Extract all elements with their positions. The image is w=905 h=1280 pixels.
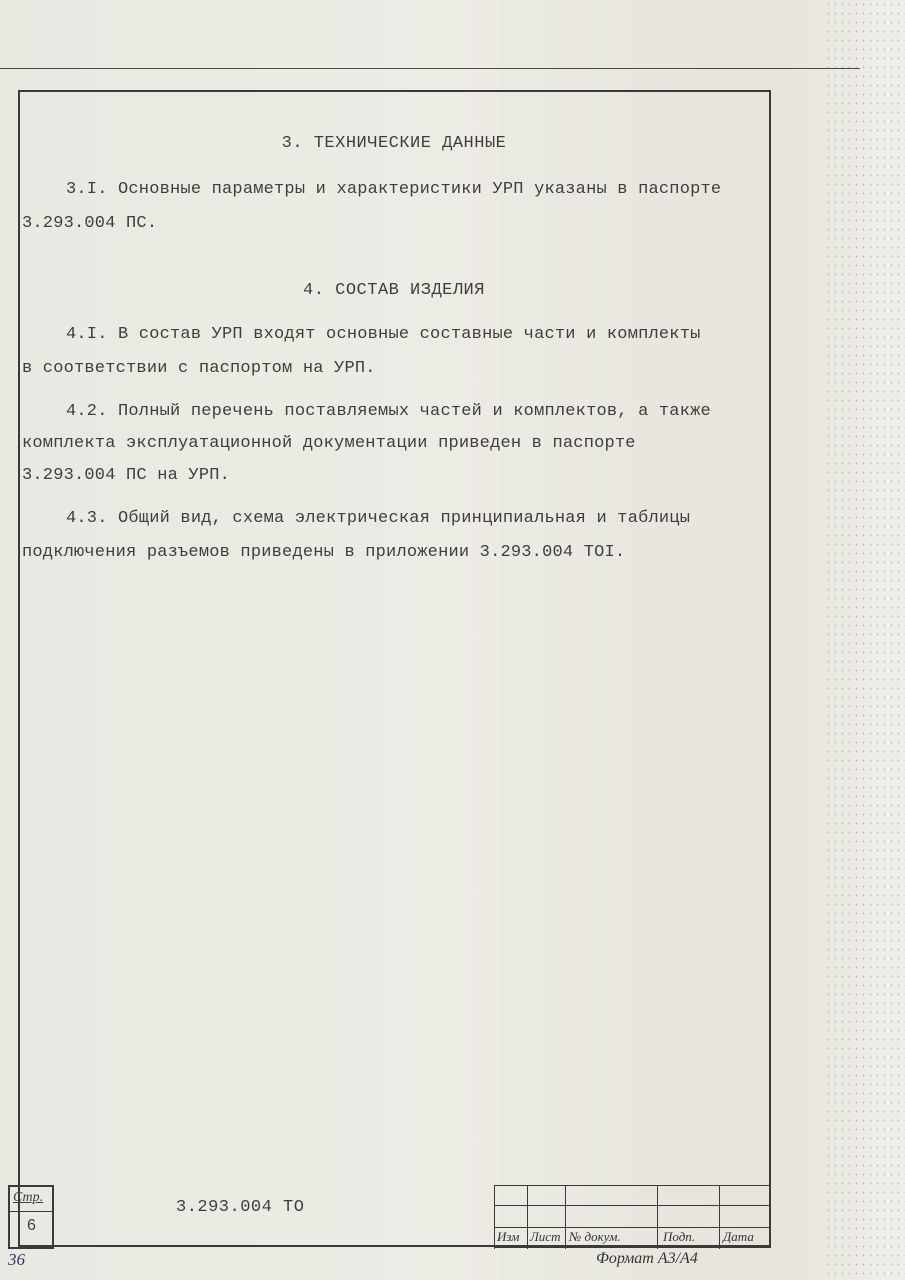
col-date: Дата xyxy=(723,1229,754,1244)
format-label: Формат А3/А4 xyxy=(596,1250,698,1267)
col-doc-number: № докум. xyxy=(569,1229,621,1244)
revision-grid xyxy=(494,1185,771,1249)
page-number-box xyxy=(8,1185,54,1249)
document-body xyxy=(22,128,744,570)
scan-noise-edge xyxy=(825,0,905,1280)
col-change: Изм xyxy=(497,1229,520,1244)
section-3-heading: 3. ТЕХНИЧЕСКИЕ ДАННЫЕ xyxy=(281,134,507,153)
top-rule xyxy=(0,68,860,69)
paragraph-3-1: 3.I. Основные параметры и характеристики УРП указаны в паспорте 3.293.004 ПС. xyxy=(22,180,722,233)
document-number: 3.293.004 ТО xyxy=(176,1198,305,1217)
paragraph-4-3: 4.3. Общий вид, схема электрическая принципиальная и таблицы подключения разъемов приведены в приложении 3.293.004 ТОI. xyxy=(22,509,691,562)
paragraph-4-2: 4.2. Полный перечень поставляемых частей и комплектов, а также комплекта эксплуатационной документации приведен в паспорте 3.293.004 ПС на УРП. xyxy=(22,402,711,485)
col-sheet: Лист xyxy=(530,1229,561,1244)
paragraph-4-1: 4.I. В состав УРП входят основные составные части и комплекты в соответствии с паспортом на УРП. xyxy=(22,325,701,378)
handwritten-page-number: 36 xyxy=(8,1250,25,1269)
section-4-heading: 4. СОСТАВ ИЗДЕЛИЯ xyxy=(303,281,485,300)
col-signature: Подп. xyxy=(663,1229,696,1244)
page-number: 6 xyxy=(27,1217,36,1234)
page-label: Стр. xyxy=(13,1190,44,1205)
